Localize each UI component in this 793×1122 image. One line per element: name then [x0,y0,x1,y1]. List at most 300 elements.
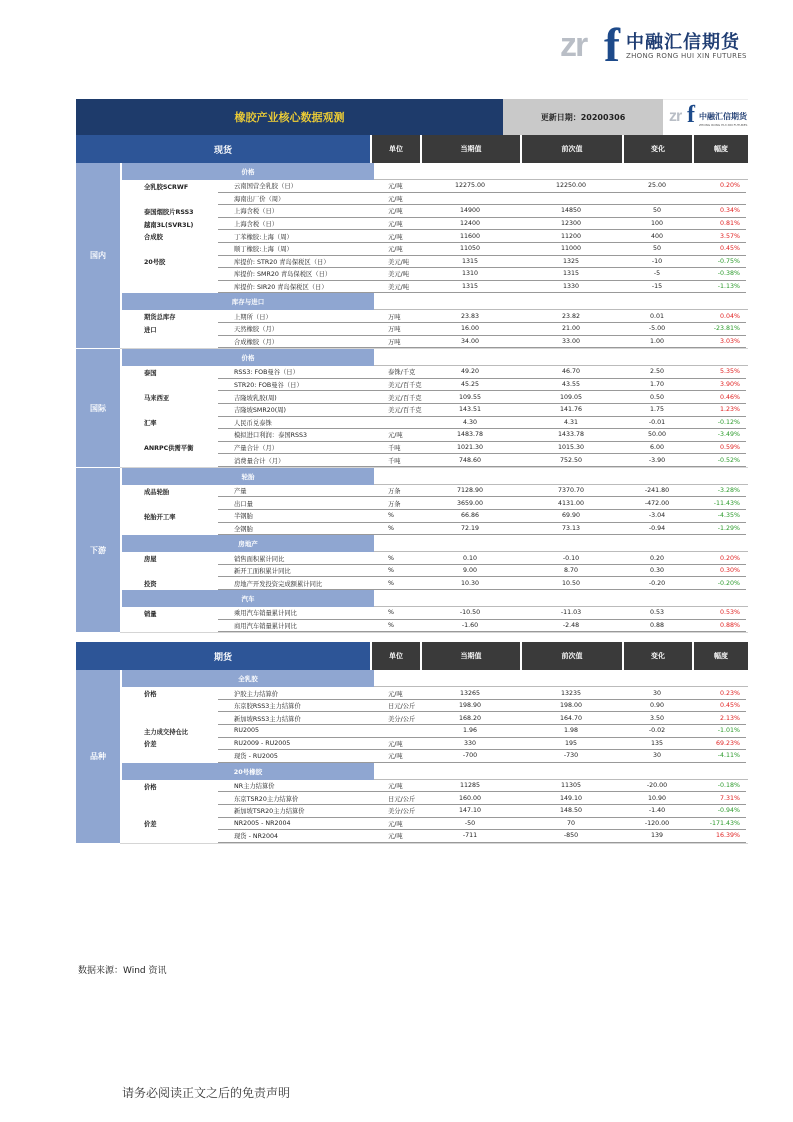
row-current: 11600 [420,230,520,243]
row-change: 139 [622,830,692,843]
row-current: 34.00 [420,336,520,349]
row-change: -241.80 [622,485,692,498]
row-category: 全乳胶SCRWF [144,183,189,191]
region-body [120,349,748,468]
row-change: 50 [622,243,692,256]
row-change: -5 [622,268,692,281]
row-item: 模拟进口利润：泰国RSS3 [218,429,370,442]
row-rate: 16.39% [692,830,746,843]
table-row [120,268,748,281]
row-previous: -0.10 [520,552,622,565]
row-current: 1315 [420,256,520,269]
row-previous: 46.70 [520,366,622,379]
group-label: 房地产 [122,535,374,552]
row-current: 3659.00 [420,497,520,510]
row-previous: 148.50 [520,805,622,818]
row-unit [370,725,420,738]
row-item: 新加坡RSS3主力结算价 [218,712,370,725]
row-current: 72.19 [420,523,520,536]
group-label: 汽车 [122,590,374,607]
row-unit: % [370,565,420,578]
row-change: 1.00 [622,336,692,349]
region-label: 国际 [76,349,120,468]
row-unit: 万条 [370,497,420,510]
row-unit: 千吨 [370,442,420,455]
row-unit: 元/吨 [370,193,420,206]
region-label: 下游 [76,468,120,633]
row-previous: -11.03 [520,607,622,620]
col-rate: 幅度 [694,135,748,163]
row-previous: 1325 [520,256,622,269]
row-rate: -3.49% [692,429,746,442]
row-current: 1315 [420,281,520,294]
row-unit: % [370,523,420,536]
row-unit: 元/吨 [370,429,420,442]
row-rate: 0.88% [692,620,746,633]
row-unit [370,417,420,430]
row-category: 泰国烟胶片RSS3 [144,208,194,216]
table-row [120,180,748,193]
row-item: 人民币兑泰铢 [218,417,370,430]
spot-header: 现货 [76,135,372,163]
row-change: -120.00 [622,818,692,831]
update-date: 更新日期：20200306 [503,99,663,135]
row-item: 现货 - RU2005 [218,750,370,763]
group-label: 库存与进口 [122,293,374,310]
table-row [120,620,748,633]
row-current: -700 [420,750,520,763]
row-current: 23.83 [420,310,520,323]
row-rate: -3.28% [692,485,746,498]
row-item: 东京胶RSS3主力结算价 [218,700,370,713]
row-item: 上期所（日） [218,310,370,323]
table-row [120,454,748,467]
table-row [120,243,748,256]
table-row [120,780,748,793]
group-filler [374,349,748,366]
row-item: RSS3: FOB曼谷（日） [218,366,370,379]
row-change: 0.50 [622,391,692,404]
row-rate: 0.20% [692,180,746,193]
row-previous: 70 [520,818,622,831]
row-change: -3.04 [622,510,692,523]
row-change: 400 [622,230,692,243]
row-item: 库提价: SMR20 青岛保税区（日） [218,268,370,281]
row-rate: 3.03% [692,336,746,349]
row-item: 商用汽车销量累计同比 [218,620,370,633]
row-rate: 0.20% [692,552,746,565]
table-row [120,523,748,536]
row-previous: 4131.00 [520,497,622,510]
row-unit: 元/吨 [370,205,420,218]
row-item: 现货 - NR2004 [218,830,370,843]
row-unit: 元/吨 [370,738,420,751]
row-item: 沪胶主力结算价 [218,687,370,700]
table-row [120,687,748,700]
row-change: 100 [622,218,692,231]
table-row [120,205,748,218]
table-row [120,379,748,392]
row-change: 1.70 [622,379,692,392]
row-category: 主力成交持仓比 [144,728,189,736]
row-rate: -0.18% [692,780,746,793]
col-unit: 单位 [372,642,422,670]
row-item: 半钢胎 [218,510,370,523]
row-current: 11285 [420,780,520,793]
row-unit: % [370,552,420,565]
row-unit: 美元/吨 [370,268,420,281]
row-item: 天然橡胶（月） [218,323,370,336]
table-row [120,830,748,843]
row-previous: -850 [520,830,622,843]
row-previous: 7370.70 [520,485,622,498]
row-previous: 11000 [520,243,622,256]
data-sheet [76,99,748,844]
row-item: NR主力结算价 [218,780,370,793]
table-row [120,310,748,323]
col-previous: 前次值 [522,135,624,163]
table-row [120,485,748,498]
group-filler [374,670,748,687]
row-current: 49.20 [420,366,520,379]
row-change: -5.00 [622,323,692,336]
group-label: 价格 [122,163,374,180]
row-previous: 21.00 [520,323,622,336]
row-unit: % [370,577,420,590]
company-logo [560,19,760,72]
row-item: 消费量合计（月） [218,454,370,467]
row-change: 0.90 [622,700,692,713]
row-category: 轮胎开工率 [144,513,176,521]
row-item: RU2009 - RU2005 [218,738,370,751]
row-previous: 1015.30 [520,442,622,455]
row-unit: 元/吨 [370,818,420,831]
table-row [120,805,748,818]
disclaimer: 请务必阅读正文之后的免责声明 [122,1086,291,1100]
row-unit: 美元/百千克 [370,379,420,392]
row-unit: 元/吨 [370,230,420,243]
row-rate: -1.01% [692,725,746,738]
row-current: 748.60 [420,454,520,467]
row-unit: 元/吨 [370,180,420,193]
row-previous: 43.55 [520,379,622,392]
row-unit: 美元/吨 [370,256,420,269]
col-current: 当期值 [422,135,522,163]
row-unit: 千吨 [370,454,420,467]
table-row [120,417,748,430]
row-rate: 0.59% [692,442,746,455]
row-current: 143.51 [420,404,520,417]
table-row [120,818,748,831]
row-item: 新加坡TSR20主力结算价 [218,805,370,818]
row-unit: 万吨 [370,323,420,336]
group-header [120,670,748,687]
row-rate: 69.23% [692,738,746,751]
row-change: 50.00 [622,429,692,442]
group-header [120,535,748,552]
row-item: 全钢胎 [218,523,370,536]
row-previous: 198.00 [520,700,622,713]
col-unit: 单位 [372,135,422,163]
row-item: 房地产开发投资完成额累计同比 [218,577,370,590]
row-previous [520,193,622,206]
table-row [120,750,748,763]
row-current: 168.20 [420,712,520,725]
row-rate: 0.53% [692,607,746,620]
col-change: 变化 [624,135,694,163]
row-unit: 元/吨 [370,243,420,256]
row-item: 丁苯橡胶:上海（周） [218,230,370,243]
region-body [120,468,748,633]
row-rate: 5.35% [692,366,746,379]
row-rate: -0.52% [692,454,746,467]
row-item: 出口量 [218,497,370,510]
row-rate: 0.45% [692,700,746,713]
group-filler [374,590,748,607]
row-change: -20.00 [622,780,692,793]
mini-logo-mark-f: f [687,102,695,128]
table-row [120,700,748,713]
table-row [120,218,748,231]
row-change: 0.01 [622,310,692,323]
logo-mark-zr: zr [560,26,587,64]
row-item: 上海含税（日） [218,218,370,231]
row-unit: 元/吨 [370,218,420,231]
row-change: -0.02 [622,725,692,738]
row-previous: 141.76 [520,404,622,417]
spot-blocks [76,163,748,633]
row-category: 20号胶 [144,259,166,267]
row-previous: 149.10 [520,792,622,805]
row-unit: % [370,620,420,633]
row-unit: 日元/公斤 [370,792,420,805]
row-previous: 195 [520,738,622,751]
row-previous: 1433.78 [520,429,622,442]
row-rate: -171.43% [692,818,746,831]
row-previous: -730 [520,750,622,763]
logo-name-cn: 中融汇信期货 [626,32,740,53]
row-rate: -0.12% [692,417,746,430]
row-unit: 元/吨 [370,830,420,843]
row-category: 越南3L(SVR3L) [144,221,194,229]
table-row [120,510,748,523]
row-current: 12400 [420,218,520,231]
row-current: 7128.90 [420,485,520,498]
row-change: -1.40 [622,805,692,818]
row-current: 13265 [420,687,520,700]
row-change: -0.94 [622,523,692,536]
row-previous: 1315 [520,268,622,281]
table-row [120,577,748,590]
futures-blocks [76,670,748,844]
row-change: 0.88 [622,620,692,633]
row-previous: 752.50 [520,454,622,467]
row-current: 10.30 [420,577,520,590]
col-previous: 前次值 [522,642,624,670]
sheet-title: 橡胶产业核心数据观测 [76,99,503,135]
row-rate: 0.45% [692,243,746,256]
row-current: -711 [420,830,520,843]
row-item: 云南国营全乳胶（日） [218,180,370,193]
table-row [120,323,748,336]
row-category: 汇率 [144,420,157,428]
table-row [120,366,748,379]
row-category: 价格 [144,691,157,699]
row-unit: 万条 [370,485,420,498]
group-label: 20号橡胶 [122,763,374,780]
row-current: 9.00 [420,565,520,578]
region-body [120,670,748,844]
group-header [120,590,748,607]
col-current: 当期值 [422,642,522,670]
row-rate: -0.75% [692,256,746,269]
row-unit: 美元/吨 [370,281,420,294]
row-previous: -2.48 [520,620,622,633]
table-row [120,792,748,805]
row-item: RU2005 [218,725,370,738]
row-change: 135 [622,738,692,751]
row-change: 25.00 [622,180,692,193]
row-category: 成品轮胎 [144,488,170,496]
table-row [120,552,748,565]
row-item: 合成橡胶（月） [218,336,370,349]
row-current: 1.96 [420,725,520,738]
row-rate: 0.81% [692,218,746,231]
table-row [120,429,748,442]
row-current: -50 [420,818,520,831]
group-header [120,163,748,180]
row-unit: 日元/公斤 [370,700,420,713]
row-rate: 7.31% [692,792,746,805]
row-rate: 2.13% [692,712,746,725]
row-change: 50 [622,205,692,218]
mini-logo-name-cn: 中融汇信期货 [699,112,747,121]
region-block [76,349,748,468]
row-current: 0.10 [420,552,520,565]
row-current: 147.10 [420,805,520,818]
row-change: 1.75 [622,404,692,417]
row-change [622,193,692,206]
row-previous: 23.82 [520,310,622,323]
row-rate: -4.11% [692,750,746,763]
row-previous: 11200 [520,230,622,243]
group-filler [374,293,748,310]
region-body [120,163,748,349]
row-previous: 14850 [520,205,622,218]
region-block [76,163,748,349]
row-change: -0.01 [622,417,692,430]
title-bar [76,99,748,135]
row-item: 产量合计（月） [218,442,370,455]
table-row [120,725,748,738]
region-label: 国内 [76,163,120,349]
row-change: 0.53 [622,607,692,620]
row-previous: 164.70 [520,712,622,725]
row-rate: -4.35% [692,510,746,523]
group-label: 全乳胶 [122,670,374,687]
row-item: 新开工面积累计同比 [218,565,370,578]
row-unit: % [370,510,420,523]
region-block [76,468,748,633]
row-change: -3.90 [622,454,692,467]
row-change: 0.30 [622,565,692,578]
row-category: 马来西亚 [144,395,170,403]
row-current: 109.55 [420,391,520,404]
row-current: 66.86 [420,510,520,523]
row-previous: 8.70 [520,565,622,578]
row-current: 160.00 [420,792,520,805]
row-current: 16.00 [420,323,520,336]
row-current: 12275.00 [420,180,520,193]
row-unit: 万吨 [370,336,420,349]
group-filler [374,535,748,552]
logo-name-en: ZHONG RONG HUI XIN FUTURES [626,52,747,60]
row-previous: 10.50 [520,577,622,590]
row-current: 330 [420,738,520,751]
row-category: 期货总库存 [144,314,176,322]
row-current: 1310 [420,268,520,281]
row-category: 销量 [144,610,157,618]
group-header [120,349,748,366]
row-rate: -1.13% [692,281,746,294]
row-category: 价差 [144,821,157,829]
row-change: 30 [622,687,692,700]
group-header [120,468,748,485]
row-category: ANRPC供需平衡 [144,445,194,453]
row-change: -10 [622,256,692,269]
row-unit: 美分/公斤 [370,805,420,818]
row-previous: 11305 [520,780,622,793]
row-previous: 13235 [520,687,622,700]
table-row [120,193,748,206]
row-rate: 0.30% [692,565,746,578]
row-change: -15 [622,281,692,294]
spot-header-row [76,135,748,163]
row-rate: -0.20% [692,577,746,590]
row-rate [692,193,746,206]
table-row [120,281,748,294]
mini-logo-name-en: ZHONG RONG HUI XIN FUTURES [699,123,748,127]
data-source: 数据来源：Wind 资讯 [78,966,167,976]
row-category: 投资 [144,581,157,589]
mini-logo [663,99,748,135]
row-item: 上海含税（日） [218,205,370,218]
row-previous: 12300 [520,218,622,231]
row-change: 6.00 [622,442,692,455]
group-label: 轮胎 [122,468,374,485]
row-change: 2.50 [622,366,692,379]
row-rate: -0.38% [692,268,746,281]
row-item: 吉隆坡SMR20(周) [218,404,370,417]
row-item: 库提价: STR20 青岛保税区（日） [218,256,370,269]
row-rate: -0.94% [692,805,746,818]
row-change: 0.20 [622,552,692,565]
futures-header: 期货 [76,642,372,670]
table-row [120,404,748,417]
table-row [120,230,748,243]
logo-mark-f: f [604,19,620,72]
row-category: 合成胶 [144,234,163,242]
row-rate: -23.81% [692,323,746,336]
futures-header-row [76,642,748,670]
row-rate: 1.23% [692,404,746,417]
group-header [120,293,748,310]
row-current: 1483.78 [420,429,520,442]
table-row [120,497,748,510]
row-previous: 69.90 [520,510,622,523]
row-change: -0.20 [622,577,692,590]
row-previous: 109.05 [520,391,622,404]
